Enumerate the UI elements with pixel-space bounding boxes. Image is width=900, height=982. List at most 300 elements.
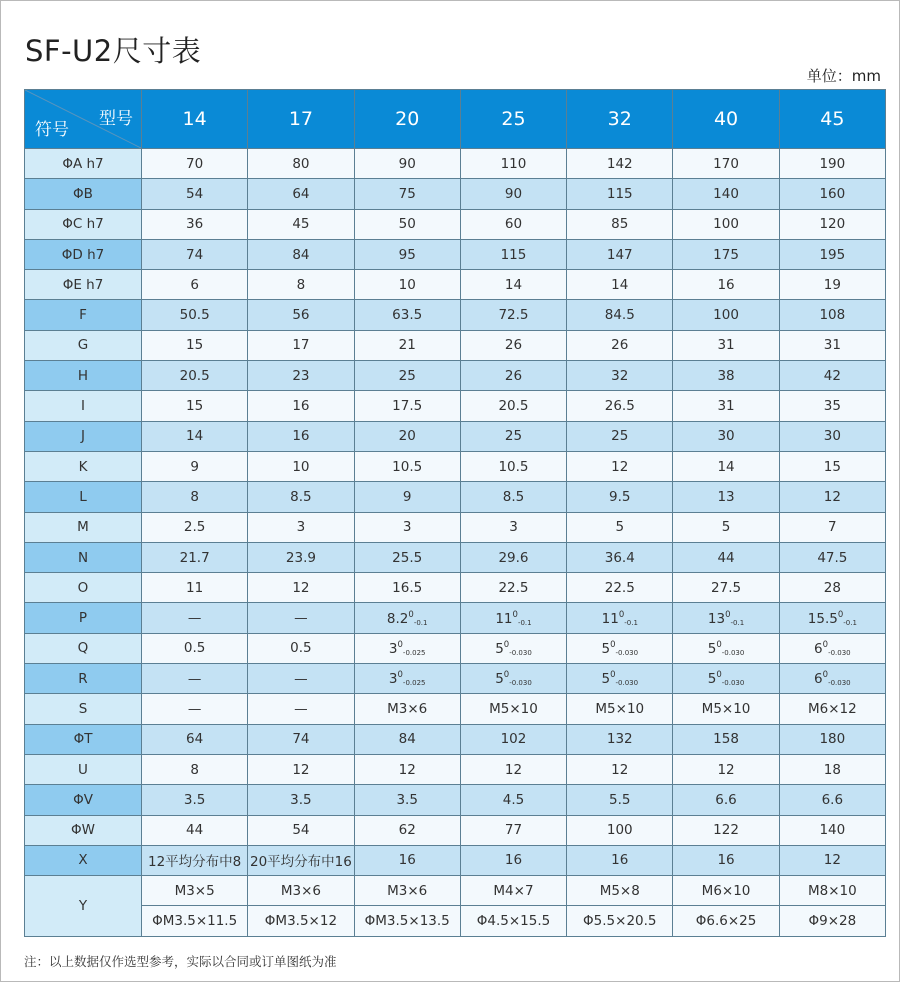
value-text: 84	[292, 246, 310, 263]
value-cell	[354, 179, 460, 209]
value-text: 74	[186, 246, 204, 263]
value-cell	[673, 300, 779, 330]
value-text: 8.5	[290, 488, 312, 505]
tolerance-upper: 0	[822, 639, 829, 650]
value-text: 32	[611, 367, 629, 384]
value-cell	[673, 724, 779, 754]
value-text: M5×10	[595, 700, 645, 717]
value-text: 11	[186, 579, 204, 596]
table-row	[25, 542, 886, 572]
value-text: 54	[292, 822, 310, 839]
value-text: 5.5	[609, 791, 631, 808]
value-text: 16	[611, 852, 629, 869]
value-cell	[354, 573, 460, 603]
value-text: 16.5	[392, 579, 423, 596]
table-row	[25, 330, 886, 360]
value-text: 23.9	[285, 549, 316, 566]
value-text: 50.5	[179, 307, 210, 324]
symbol-cell: L	[25, 482, 142, 512]
table-row	[25, 209, 886, 239]
symbol-cell: N	[25, 542, 142, 572]
value-cell	[567, 603, 673, 633]
value-cell	[673, 876, 779, 906]
value-text: —	[294, 670, 308, 687]
value-text: 64	[186, 731, 204, 748]
value-cell	[142, 603, 248, 633]
header-corner-cell	[25, 90, 142, 149]
value-text: 12	[823, 852, 841, 869]
value-cell	[673, 785, 779, 815]
value-text: 31	[717, 398, 735, 415]
value-cell	[142, 451, 248, 481]
value-cell	[567, 664, 673, 694]
value-cell	[248, 179, 354, 209]
value-cell	[142, 573, 248, 603]
symbol-cell: K	[25, 451, 142, 481]
value-text: 15	[186, 337, 204, 354]
value-text: 14	[611, 276, 629, 293]
value-cell	[567, 482, 673, 512]
value-cell	[248, 724, 354, 754]
value-cell	[142, 361, 248, 391]
value-text: 11	[495, 610, 513, 627]
tolerance-lower: -0.1	[413, 618, 428, 627]
value-text: 6	[814, 640, 823, 657]
value-text: 16	[398, 852, 416, 869]
table-row	[25, 391, 886, 421]
tolerance-upper: 0	[397, 670, 403, 681]
value-text: 14	[186, 428, 204, 445]
value-cell	[779, 664, 885, 694]
value-cell	[142, 330, 248, 360]
value-text: 102	[500, 731, 527, 748]
value-cell	[354, 845, 460, 875]
value-text: 8.2	[386, 610, 409, 627]
value-cell	[142, 633, 248, 663]
unit-label: 单位：mm	[806, 67, 881, 85]
tolerance-lower: -0.025	[402, 679, 426, 688]
value-cell	[779, 451, 885, 481]
value-text: 25.5	[392, 549, 423, 566]
value-text: 90	[504, 185, 523, 202]
value-cell	[142, 209, 248, 239]
model-header-cell: 20	[354, 90, 460, 149]
value-text: 64	[292, 185, 310, 202]
value-text: 74	[292, 731, 310, 748]
value-cell: Φ6.6×25	[673, 906, 779, 936]
value-text: 195	[819, 246, 846, 263]
symbol-cell: F	[25, 300, 142, 330]
value-text: M5×10	[489, 700, 538, 717]
value-text: 5	[615, 519, 625, 536]
value-cell	[248, 633, 354, 663]
value-cell	[142, 876, 248, 906]
value-text: 11	[601, 610, 619, 627]
tolerance-upper: 0	[503, 639, 510, 650]
value-text: 115	[606, 185, 633, 202]
value-cell	[354, 876, 460, 906]
table-row	[25, 179, 886, 209]
value-text: 12	[611, 458, 629, 475]
value-text: 8.5	[502, 488, 525, 505]
value-text: 132	[606, 731, 633, 748]
value-cell	[354, 815, 460, 845]
value-cell	[779, 421, 885, 451]
tolerance-lower: -0.030	[828, 679, 851, 688]
value-text: 6	[190, 276, 199, 293]
model-header-cell: 45	[779, 90, 885, 149]
value-text: 14	[717, 458, 735, 475]
value-text: 22.5	[604, 579, 635, 596]
value-cell	[673, 330, 779, 360]
tolerance-upper: 0	[837, 609, 844, 620]
value-text: 26.5	[604, 398, 635, 415]
value-cell	[248, 876, 354, 906]
value-text: 170	[713, 155, 739, 172]
value-cell	[460, 785, 566, 815]
table-row	[25, 573, 886, 603]
value-text: 12平均分布中8	[148, 854, 242, 871]
value-cell	[567, 179, 673, 209]
model-header-cell: 32	[567, 90, 673, 149]
value-text: 9	[402, 488, 412, 505]
value-cell	[248, 300, 354, 330]
value-text: 85	[611, 216, 629, 233]
value-cell	[460, 149, 566, 179]
value-text: 5	[707, 640, 717, 657]
tolerance-upper: 0	[618, 609, 625, 620]
value-cell	[567, 361, 673, 391]
value-cell	[142, 664, 248, 694]
value-cell	[460, 664, 566, 694]
value-cell	[354, 451, 460, 481]
value-text: 10.5	[392, 458, 423, 475]
symbol-cell: ΦA h7	[25, 149, 142, 179]
symbol-cell: S	[25, 694, 142, 724]
value-text: 16	[717, 852, 735, 869]
value-cell	[460, 815, 566, 845]
model-header-cell: 40	[673, 90, 779, 149]
table-row	[25, 724, 886, 754]
value-cell	[142, 300, 248, 330]
symbol-cell: ΦB	[25, 179, 142, 209]
value-cell	[567, 270, 673, 300]
value-cell	[354, 149, 460, 179]
value-text: 13	[717, 488, 735, 505]
tolerance-upper: 0	[716, 639, 722, 650]
value-text: 77	[504, 822, 523, 839]
value-cell	[567, 391, 673, 421]
value-cell	[142, 270, 248, 300]
value-text: 12	[504, 761, 523, 778]
value-cell	[460, 694, 566, 724]
value-text: 25	[398, 367, 416, 384]
value-cell	[460, 573, 566, 603]
table-row	[25, 815, 886, 845]
value-cell	[567, 239, 673, 269]
value-cell	[567, 209, 673, 239]
table-row	[25, 512, 886, 542]
value-text: 16	[292, 398, 310, 415]
value-text: 45	[292, 216, 310, 233]
value-cell	[248, 149, 354, 179]
value-text: 84.5	[604, 307, 635, 324]
value-cell	[354, 421, 460, 451]
table-row	[25, 482, 886, 512]
value-cell	[779, 633, 885, 663]
value-text: 147	[606, 246, 633, 263]
model-header-cell: 14	[142, 90, 248, 149]
value-text: 9.5	[609, 488, 631, 505]
value-cell	[248, 754, 354, 784]
value-text: 3	[296, 519, 306, 536]
value-cell	[354, 300, 460, 330]
value-text: 21.7	[179, 549, 210, 566]
value-text: 16	[504, 852, 523, 869]
value-cell	[142, 179, 248, 209]
value-cell	[673, 664, 779, 694]
value-cell	[248, 482, 354, 512]
value-text: 16	[292, 428, 310, 445]
value-cell	[354, 239, 460, 269]
value-cell	[779, 542, 885, 572]
value-cell	[567, 724, 673, 754]
table-row	[25, 451, 886, 481]
tolerance-lower: -0.030	[509, 648, 532, 657]
value-text: 100	[713, 307, 739, 324]
value-text: 20.5	[179, 367, 210, 384]
value-text: 190	[819, 155, 846, 172]
value-text: 90	[398, 155, 416, 172]
value-cell	[673, 633, 779, 663]
value-text: 27.5	[711, 579, 742, 596]
value-cell	[142, 421, 248, 451]
value-cell	[779, 815, 885, 845]
value-cell	[460, 845, 566, 875]
symbol-cell: R	[25, 664, 142, 694]
value-text: 42	[823, 367, 841, 384]
value-cell	[248, 421, 354, 451]
value-text: 158	[713, 731, 739, 748]
table-row	[25, 603, 886, 633]
value-cell	[779, 391, 885, 421]
value-cell	[673, 179, 779, 209]
value-cell	[354, 361, 460, 391]
value-text: 12	[611, 761, 629, 778]
value-text: 108	[819, 307, 846, 324]
value-cell	[354, 694, 460, 724]
value-cell	[673, 845, 779, 875]
value-cell	[673, 421, 779, 451]
value-cell	[460, 603, 566, 633]
value-cell	[779, 361, 885, 391]
value-cell	[248, 239, 354, 269]
value-cell	[673, 603, 779, 633]
value-text: —	[187, 700, 202, 717]
value-text: 110	[500, 155, 527, 172]
value-text: 12	[398, 761, 416, 778]
value-cell	[354, 330, 460, 360]
value-cell	[567, 876, 673, 906]
value-cell	[248, 664, 354, 694]
symbol-cell: ΦV	[25, 785, 142, 815]
symbol-cell: Q	[25, 633, 142, 663]
tolerance-upper: 0	[503, 670, 510, 681]
symbol-cell: I	[25, 391, 142, 421]
value-text: 3.5	[290, 791, 312, 808]
value-cell	[460, 239, 566, 269]
value-text: 6.6	[715, 791, 737, 808]
value-cell	[460, 209, 566, 239]
symbol-cell: Y	[25, 876, 142, 937]
value-cell	[779, 179, 885, 209]
value-cell	[142, 785, 248, 815]
table-row	[25, 785, 886, 815]
table-row	[25, 633, 886, 663]
value-cell	[460, 724, 566, 754]
symbol-cell: G	[25, 330, 142, 360]
value-text: 31	[717, 337, 735, 354]
tolerance-upper: 0	[822, 670, 829, 681]
tolerance-upper: 0	[397, 639, 403, 650]
table-row	[25, 845, 886, 875]
symbol-cell: ΦW	[25, 815, 142, 845]
value-cell	[779, 754, 885, 784]
symbol-cell: ΦT	[25, 724, 142, 754]
value-cell	[673, 361, 779, 391]
tolerance-upper: 0	[716, 670, 722, 681]
value-text: 26	[504, 337, 523, 354]
value-text: 15.5	[807, 610, 838, 627]
value-text: 80	[292, 155, 310, 172]
value-text: 12	[823, 488, 841, 505]
value-cell	[248, 573, 354, 603]
table-row	[25, 664, 886, 694]
value-cell	[673, 482, 779, 512]
value-cell	[142, 845, 248, 875]
value-cell	[460, 270, 566, 300]
value-text: 120	[819, 216, 846, 233]
value-text: 122	[713, 822, 739, 839]
value-text: 17	[292, 337, 310, 354]
value-text: 21	[398, 337, 416, 354]
value-text: 26	[504, 367, 523, 384]
value-cell	[142, 754, 248, 784]
table-row	[25, 421, 886, 451]
value-cell	[567, 633, 673, 663]
value-text: M3×6	[387, 882, 428, 899]
value-cell	[673, 149, 779, 179]
footnote: 注：以上数据仅作选型参考，实际以合同或订单图纸为准	[24, 954, 337, 969]
value-text: 22.5	[498, 579, 529, 596]
value-text: 13	[707, 610, 726, 627]
value-cell	[248, 512, 354, 542]
value-cell	[567, 815, 673, 845]
tolerance-lower: -0.1	[624, 618, 638, 627]
value-text: M5×8	[599, 882, 640, 899]
value-text: 5	[601, 640, 611, 657]
value-cell	[354, 482, 460, 512]
value-text: 0.5	[183, 640, 206, 657]
value-text: 160	[819, 185, 846, 202]
value-text: M3×6	[387, 700, 428, 717]
value-cell	[779, 149, 885, 179]
value-text: 31	[823, 337, 841, 354]
value-text: 8	[190, 488, 199, 505]
value-cell	[673, 754, 779, 784]
value-cell	[779, 724, 885, 754]
value-cell	[460, 391, 566, 421]
value-cell	[248, 603, 354, 633]
value-cell	[460, 754, 566, 784]
value-text: 25	[611, 428, 629, 445]
value-text: 7	[828, 519, 837, 536]
value-cell	[460, 512, 566, 542]
value-text: 3	[509, 519, 518, 536]
tolerance-upper: 0	[408, 609, 414, 620]
value-text: 15	[823, 458, 841, 475]
value-text: 4.5	[502, 791, 525, 808]
value-cell	[142, 239, 248, 269]
symbol-cell: X	[25, 845, 142, 875]
value-text: 72.5	[498, 307, 529, 324]
tolerance-lower: -0.030	[615, 679, 639, 688]
value-cell	[567, 512, 673, 542]
symbol-cell: P	[25, 603, 142, 633]
value-cell: Φ5.5×20.5	[567, 906, 673, 936]
symbol-cell: O	[25, 573, 142, 603]
value-cell	[567, 573, 673, 603]
value-text: 16	[717, 276, 735, 293]
tolerance-lower: -0.025	[402, 648, 426, 657]
value-text: 30	[823, 428, 841, 445]
value-cell	[142, 815, 248, 845]
symbol-cell: J	[25, 421, 142, 451]
value-cell	[567, 785, 673, 815]
value-text: 18	[823, 761, 841, 778]
value-text: M3×6	[280, 882, 321, 899]
value-cell	[673, 815, 779, 845]
value-cell	[248, 694, 354, 724]
value-text: 63.5	[392, 307, 423, 324]
value-text: 5	[601, 671, 611, 688]
tolerance-lower: -0.030	[828, 648, 851, 657]
value-text: 17.5	[392, 398, 423, 415]
value-text: 10.5	[498, 458, 529, 475]
value-text: 12	[292, 761, 310, 778]
value-text: 5	[721, 519, 731, 536]
tolerance-lower: -0.1	[730, 618, 745, 627]
value-cell	[567, 451, 673, 481]
value-cell	[142, 724, 248, 754]
value-cell	[673, 270, 779, 300]
value-text: 30	[717, 428, 735, 445]
value-text: 56	[292, 307, 310, 324]
value-text: —	[187, 610, 202, 627]
value-text: 10	[292, 458, 310, 475]
value-text: M6×12	[807, 700, 857, 717]
value-cell	[567, 149, 673, 179]
value-cell	[354, 209, 460, 239]
value-text: 12	[292, 579, 310, 596]
value-cell	[354, 603, 460, 633]
value-text: 60	[504, 216, 523, 233]
value-text: 2.5	[183, 519, 206, 536]
value-cell	[460, 633, 566, 663]
value-cell	[567, 542, 673, 572]
value-text: 36	[186, 216, 204, 233]
tolerance-upper: 0	[610, 639, 616, 650]
